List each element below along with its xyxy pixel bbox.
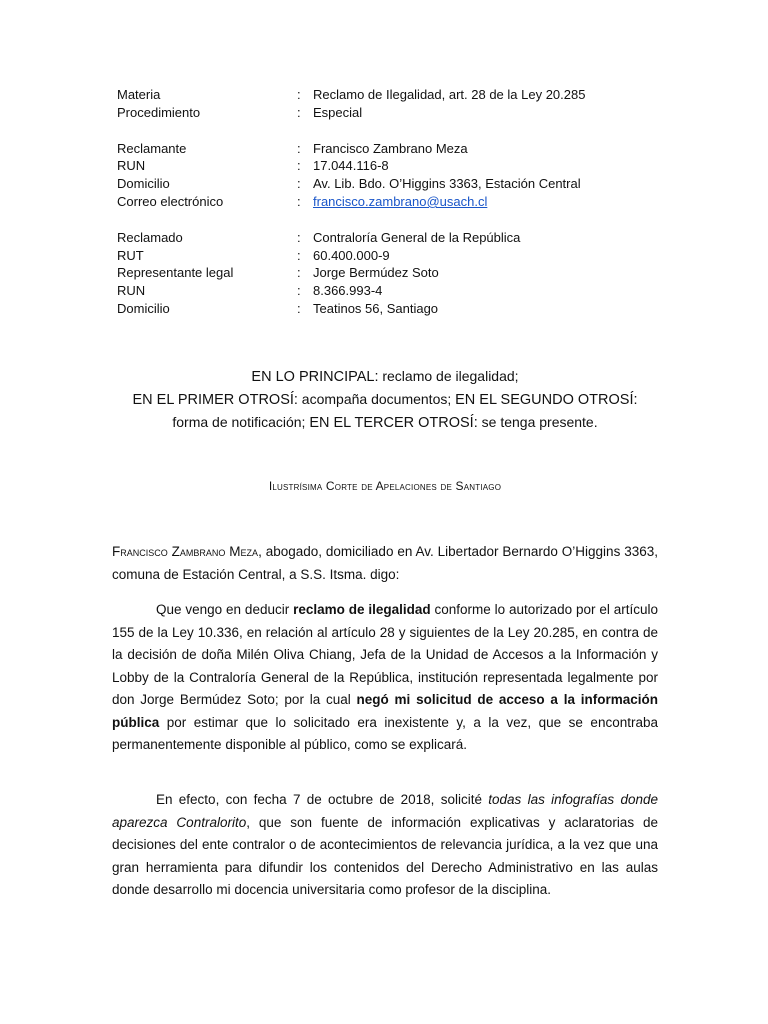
paragraph-text: En efecto, con fecha 7 de octubre de 2018, solicité bbox=[156, 792, 489, 807]
email-link[interactable]: francisco.zambrano@usach.cl bbox=[313, 193, 488, 209]
meta-label: Domicilio bbox=[117, 176, 170, 192]
meta-label: Representante legal bbox=[117, 265, 234, 281]
meta-row-domicilio-reclamado bbox=[117, 300, 677, 318]
heading-label: EN EL TERCER OTROSÍ: bbox=[309, 415, 478, 431]
meta-label: Procedimiento bbox=[117, 104, 201, 120]
meta-value: Av. Lib. Bdo. O’Higgins 3363, Estación Central bbox=[313, 176, 581, 192]
paragraph-text: Que vengo en deducir bbox=[156, 602, 294, 617]
meta-value: Contraloría General de la República bbox=[313, 229, 521, 245]
meta-colon: : bbox=[297, 158, 301, 174]
paragraph-intro bbox=[112, 541, 658, 586]
paragraph-facts bbox=[112, 789, 658, 902]
heading-text: reclamo de ilegalidad; bbox=[378, 368, 519, 384]
meta-row-rut bbox=[117, 247, 677, 265]
meta-label: RUT bbox=[117, 247, 144, 263]
case-metadata bbox=[117, 86, 677, 318]
meta-label: RUN bbox=[117, 158, 146, 174]
heading-label: EN EL SEGUNDO OTROSÍ: bbox=[455, 392, 638, 408]
heading-otrosi-3 bbox=[100, 411, 670, 435]
meta-colon: : bbox=[297, 140, 301, 156]
meta-row-domicilio bbox=[117, 175, 677, 193]
meta-value: 60.400.000-9 bbox=[313, 247, 390, 263]
meta-value: 17.044.116-8 bbox=[313, 158, 389, 174]
heading-label: EN EL PRIMER OTROSÍ: bbox=[132, 392, 298, 408]
heading-text: se tenga presente. bbox=[477, 414, 598, 430]
paragraph-text: por estimar que lo solicitado era inexistente y, a la vez, que se encontraba permanentemente disponible al público, como se explicará. bbox=[112, 714, 658, 752]
heading-text: forma de notificación; bbox=[172, 414, 310, 430]
meta-row-run-representante bbox=[117, 282, 677, 300]
meta-value: Teatinos 56, Santiago bbox=[313, 300, 439, 316]
paragraph-claim bbox=[112, 599, 658, 757]
meta-colon: : bbox=[297, 193, 301, 209]
claimant-name: Francisco Zambrano Meza bbox=[112, 544, 259, 559]
meta-colon: : bbox=[297, 300, 301, 316]
heading-text: acompaña documentos; bbox=[297, 391, 456, 407]
emphasis-text: reclamo de ilegalidad bbox=[293, 602, 431, 617]
meta-label: Domicilio bbox=[117, 300, 170, 316]
meta-value: Francisco Zambrano Meza bbox=[313, 140, 468, 156]
paragraph-text: , que son fuente de información explicativas y aclaratorias de decisiones del ente contralor o de acontecimientos de relevancia jurídica, a la vez que una gran herramienta para difundir los contenidos del Derecho Administrativo en las aulas donde desarrollo mi docencia universitaria como profesor de la disciplina. bbox=[112, 814, 658, 897]
meta-label: Reclamante bbox=[117, 140, 187, 156]
meta-row-reclamante bbox=[117, 140, 677, 158]
meta-colon: : bbox=[297, 176, 301, 192]
meta-spacer bbox=[117, 211, 677, 229]
meta-row-correo bbox=[117, 193, 677, 211]
meta-colon: : bbox=[297, 104, 301, 120]
heading-principal bbox=[100, 365, 670, 389]
meta-row-procedimiento bbox=[117, 104, 677, 122]
heading-otrosi-1-2 bbox=[100, 388, 670, 412]
meta-colon: : bbox=[297, 87, 301, 102]
meta-colon: : bbox=[297, 283, 301, 299]
meta-value: 8.366.993-4 bbox=[313, 283, 383, 299]
meta-row-run bbox=[117, 157, 677, 175]
meta-colon: : bbox=[297, 265, 301, 281]
meta-value: Jorge Bermúdez Soto bbox=[313, 265, 439, 281]
meta-label: Reclamado bbox=[117, 229, 183, 245]
meta-colon: : bbox=[297, 229, 301, 245]
meta-colon: : bbox=[297, 247, 301, 263]
court-address: Ilustrísima Corte de Apelaciones de Santiago bbox=[268, 479, 502, 493]
meta-row-representante bbox=[117, 264, 677, 282]
paragraph-text: , abogado, domiciliado en Av. Libertador Bernardo O’Higgins 3363, comuna de Estación Central, a S.S. Itsma. digo: bbox=[112, 544, 658, 582]
italic-text: todas las infografías donde aparezca Contralorito bbox=[112, 792, 658, 830]
meta-spacer bbox=[117, 122, 677, 140]
paragraph-text: conforme lo autorizado por el artículo 155 de la Ley 10.336, en relación al artículo 28 y siguientes de la Ley 20.285, en contra de la decisión de doña Milén Oliva Chiang, Jefa de la Unidad de Accesos a la Información y Lobby de la Contraloría General de la República, institución representada legalmente por don Jorge Bermúdez Soto; por la cual bbox=[112, 602, 658, 707]
meta-row-materia bbox=[117, 86, 677, 104]
heading-label: EN LO PRINCIPAL: bbox=[251, 369, 379, 385]
meta-value: Reclamo de Ilegalidad, art. 28 de la Ley 20.285 bbox=[313, 87, 586, 102]
meta-label: RUN bbox=[117, 283, 146, 299]
meta-label: Materia bbox=[117, 87, 161, 102]
meta-row-reclamado bbox=[117, 229, 677, 247]
emphasis-text: negó mi solicitud de acceso a la información pública bbox=[112, 692, 658, 730]
meta-value: Especial bbox=[313, 104, 363, 120]
meta-label: Correo electrónico bbox=[117, 193, 224, 209]
